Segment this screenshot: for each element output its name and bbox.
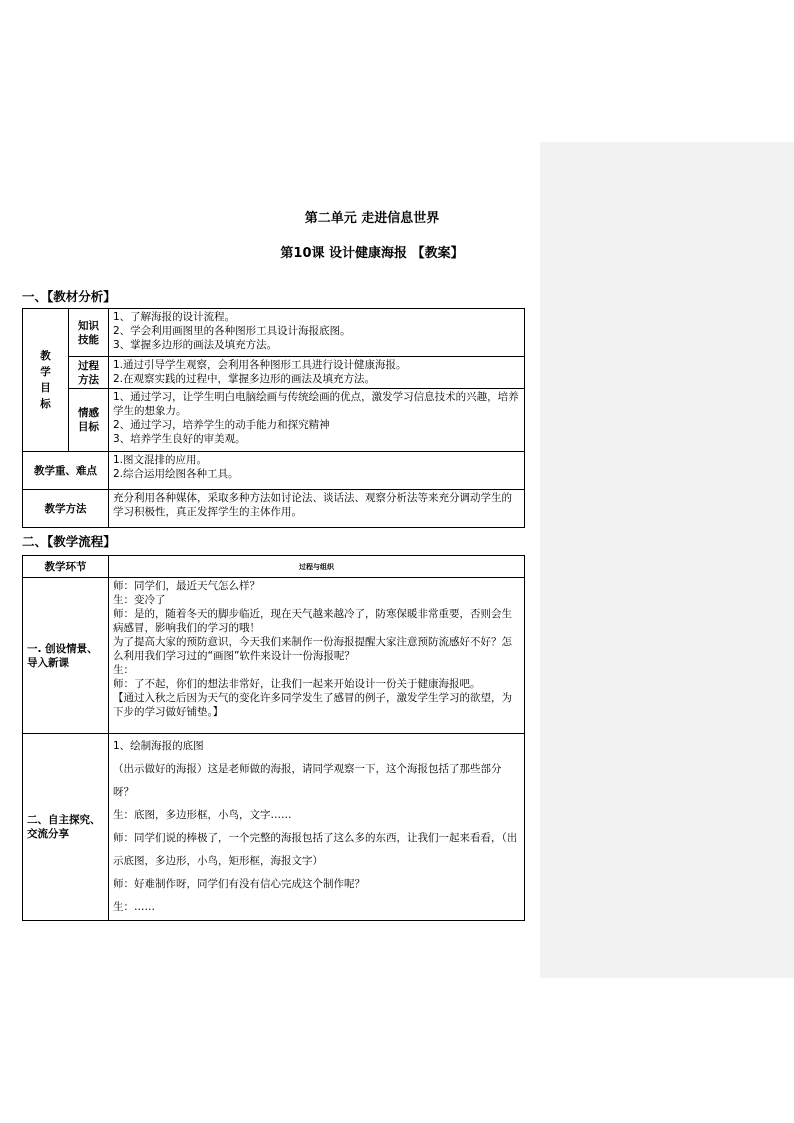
section-heading-flow: 二、【教学流程】 [22,534,116,549]
emotion-line: 1、通过学习，让学生明白电脑绘画与传统绘画的优点，激发学习信息技术的兴趣，培养学生的想象力。 [113,391,519,417]
flow-col-header-stage: 教学环节 [23,556,109,578]
emotion-label-cell [69,389,109,452]
section-heading-analysis: 一、【教材分析】 [22,289,116,304]
goal-header: 教学目标 [40,350,51,410]
key-line: 2.综合运用绘图各种工具。 [113,468,239,480]
goal-header-cell [23,309,69,452]
unit-title: 第二单元 走进信息世界 [304,211,440,226]
flow-table [22,555,525,921]
stage1-line: 【通过入秋之后因为天气的变化许多同学发生了感冒的例子，激发学生学习的欲望，为下步的学习做好铺垫。】 [113,692,512,718]
method-content [109,490,525,528]
stage2-label: 二、自主探究、交流分享 [23,734,109,921]
table-row [23,452,525,490]
emotion-line: 3、培养学生良好的审美观。 [113,433,246,445]
flow-col-header-process: 过程与组织 [109,556,525,578]
key-content [109,452,525,490]
table-row [23,556,525,578]
stage1-line: 生：变冷了 [113,594,166,606]
stage1-line: 师：是的，随着冬天的脚步临近，现在天气越来越冷了，防寒保暖非常重要，否则会生病感冒，影响我们的学习的哦！ [113,608,512,634]
table-row [23,734,525,921]
knowledge-line: 2、学会利用画图里的各种图形工具设计海报底图。 [113,325,351,337]
method-line: 充分利用各种媒体，采取多种方法如讨论法、谈话法、观察分析法等来充分调动学生的学习积极性，真正发挥学生的主体作用。 [113,492,512,518]
stage1-line: 为了提高大家的预防意识，今天我们来制作一份海报提醒大家注意预防流感好不好？怎么利用我们学习过的“画图”软件来设计一份海报呢？ [113,636,512,662]
table-row [23,490,525,528]
stage1-line: 师：同学们，最近天气怎么样？ [113,580,260,592]
emotion-label: 情感目标 [78,407,99,433]
stage2-content [109,734,525,921]
knowledge-label: 知识技能 [78,319,99,346]
key-line: 1.图文混排的应用。 [113,454,208,466]
knowledge-content [109,309,525,357]
stage1-line: 师：了不起，你们的想法非常好，让我们一起来开始设计一份关于健康海报吧。 [113,678,481,690]
table-row [23,309,525,357]
process-content [109,357,525,389]
stage2-line: 1、绘制海报的底图 [113,740,204,752]
table-row [23,357,525,389]
method-label: 教学方法 [23,490,109,528]
analysis-table [22,308,525,528]
table-row [23,389,525,452]
stage1-label: 一. 创设情景、导入新课 [23,578,109,734]
table-row [23,578,525,734]
knowledge-line: 3、掌握多边形的画法及填充方法。 [113,339,278,351]
stage1-line: 生： [113,664,134,676]
comment-pane [540,142,794,978]
key-label: 教学重、难点 [23,452,109,490]
knowledge-line: 1、了解海报的设计流程。 [113,311,236,323]
emotion-line: 2、通过学习，培养学生的动手能力和探究精神 [113,419,330,431]
process-line: 1.通过引导学生观察，会利用各种图形工具进行设计健康海报。 [113,359,407,371]
stage2-line: 生：底图，多边形框，小鸟，文字…… [113,809,292,821]
process-label: 过程方法 [78,359,99,386]
process-label-cell [69,357,109,389]
stage2-line: 师：同学们说的棒极了，一个完整的海报包括了这么多的东西，让我们一起来看看，（出示底图，多边形，小鸟，矩形框，海报文字） [113,832,518,867]
lesson-title: 第10课 设计健康海报 【教案】 [280,246,464,261]
emotion-content [109,389,525,452]
stage2-line: 师：好难制作呀，同学们有没有信心完成这个制作呢？ [113,878,365,890]
stage1-content [109,578,525,734]
knowledge-label-cell [69,309,109,357]
process-line: 2.在观察实践的过程中，掌握多边形的画法及填充方法。 [113,373,376,385]
stage2-line: 生：…… [113,901,155,913]
stage2-line: （出示做好的海报）这是老师做的海报，请同学观察一下，这个海报包括了那些部分呀？ [113,763,502,798]
